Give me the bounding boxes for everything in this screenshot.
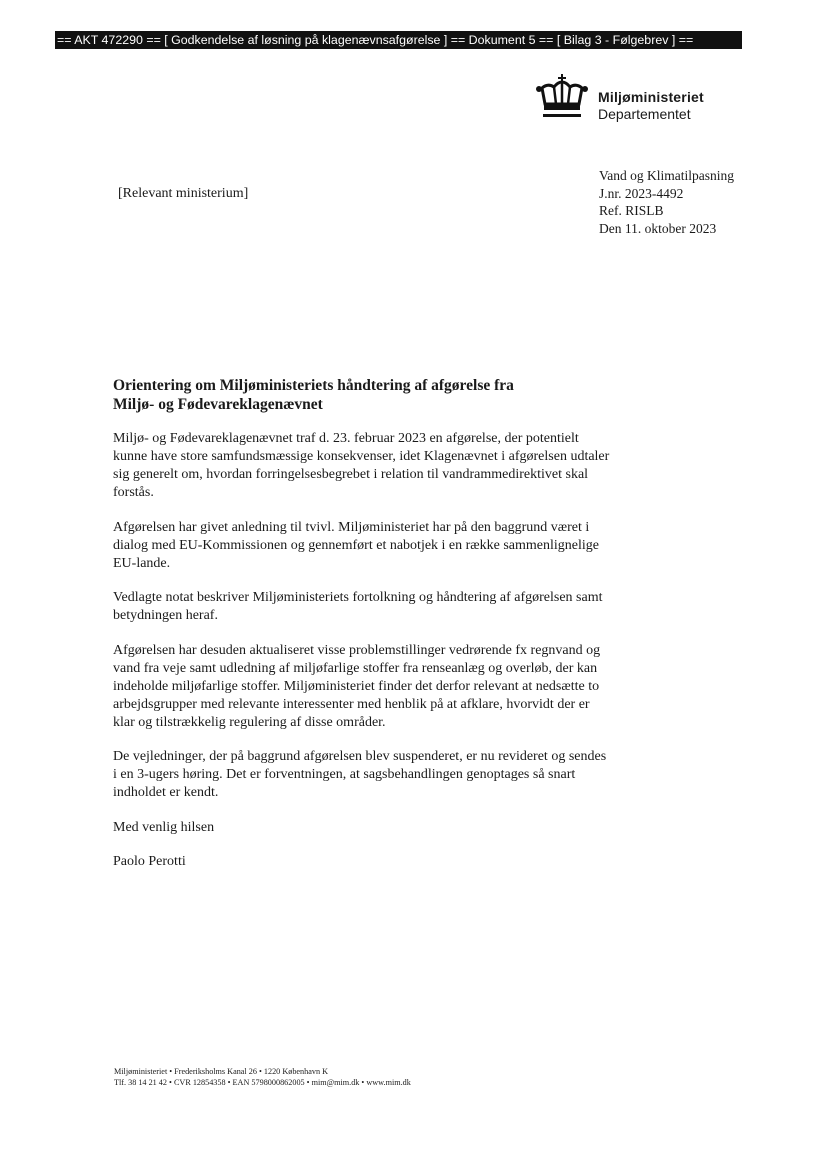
- recipient: [Relevant ministerium]: [118, 186, 249, 201]
- crown-icon: [534, 74, 590, 124]
- letter-metadata: [599, 167, 734, 237]
- signature: Paolo Perotti: [113, 854, 186, 869]
- case-number: J.nr. 2023-4492: [599, 185, 684, 201]
- body-paragraph: Afgørelsen har givet anledning til tvivl. Miljøministeriet har på den baggrund været i dialog med EU-Kommissionen og gennemført et nabotjek i en række sammenlignelige EU-lande.: [113, 519, 600, 571]
- letter-footer: [114, 1066, 411, 1088]
- office-name: Vand og Klimatilpasning: [599, 168, 734, 183]
- document-id-banner: == AKT 472290 == [ Godkendelse af løsning på klagenævnsafgørelse ] == Dokument 5 == [ Bilag 3 - Følgebrev ] ==: [55, 31, 742, 49]
- letter-body: [113, 430, 613, 888]
- letter-date: Den 11. oktober 2023: [599, 220, 717, 236]
- closing: Med venlig hilsen: [113, 819, 215, 835]
- footer-contact: Tlf. 38 14 21 42 • CVR 12854358 • EAN 5798000862005 • mim@mim.dk • www.mim.dk: [114, 1078, 411, 1087]
- body-paragraph: Afgørelsen har desuden aktualiseret visse problemstillinger vedrørende fx regnvand og vand fra veje samt udledning af miljøfarlige stoffer fra renseanlæg og overløb, der kan indeholde miljøfarlige stoffer. Miljøministeriet finder det derfor relevant at nedsætte to arbejdsgrupper med relevante interessenter med henblik på at afklare, hvorvidt der er klar og tilstrækkelig regulering af disse områder.: [113, 642, 601, 730]
- department-name: Departementet: [598, 106, 691, 122]
- subject-line: Miljø- og Fødevareklagenævnet: [113, 395, 323, 413]
- footer-address: Miljøministeriet • Frederiksholms Kanal 26 • 1220 København K: [114, 1067, 329, 1076]
- body-paragraph: Miljø- og Fødevareklagenævnet traf d. 23. februar 2023 en afgørelse, der potentielt kunne have store samfundsmæssige konsekvenser, idet Klagenævnet i afgørelsen udtaler sig generelt om, hvordan forringelsesbegrebet i relation til vandrammedirektivet skal forstås.: [113, 431, 610, 500]
- reference: Ref. RISLB: [599, 203, 664, 218]
- body-paragraph: Vedlagte notat beskriver Miljøministeriets fortolkning og håndtering af afgørelsen samt betydningen heraf.: [113, 590, 603, 623]
- ministry-name: Miljøministeriet: [598, 89, 704, 105]
- body-paragraph: De vejledninger, der på baggrund afgørelsen blev suspenderet, er nu revideret og sendes i en 3-ugers høring. Det er forventningen, at sagsbehandlingen genoptages så snart indholdet er kendt.: [113, 749, 607, 800]
- ministry-logo: [534, 74, 734, 124]
- letter-subject: [113, 377, 633, 414]
- subject-line: Orientering om Miljøministeriets håndtering af afgørelse fra: [113, 377, 514, 394]
